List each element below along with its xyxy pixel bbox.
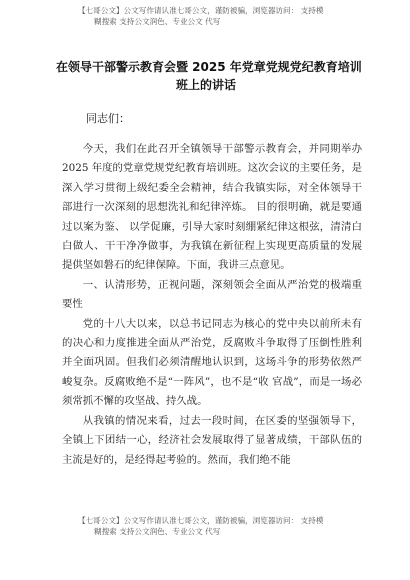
title-line-2: 班上的讲话 xyxy=(175,78,236,92)
footer-note-line2: 糊搜索 支持公文润色、专业公文 代写 xyxy=(94,527,221,536)
title-line-1: 在领导干部警示教育会暨 2025 年党章党规党纪教育培训 xyxy=(56,60,362,74)
paragraph-intro: 今天，我们在此召开全镇领导干部警示教育会，并同期举办 2025 年度的党章党规党纪教育培训班。这次会议的主要任务，是深入学习贯彻上级纪委全会精神，结合我镇实际，对全体领导干部进行一次深刻的思想洗礼和纪律淬炼。 目的很明确，就是要通过以案为鉴、 以学促廉，引导大家时刻绷紧纪律这根弦，清清白白做人、干干净净做事，为我镇在新征程上实现更高质量的发展提供坚如磐石的纪律保障。下面，我讲三点意见。 xyxy=(62,143,362,272)
document-body xyxy=(62,140,362,470)
bottom-footer-note xyxy=(78,515,378,537)
salutation: 同志们： xyxy=(86,112,130,125)
paragraph-situation: 党的十八大以来，以总书记同志为核心的党中央以前所未有的决心和力度推进全面从严治党，反腐败斗争取得了压倒性胜利并全面巩固。但我们必须清醒地认识到，这场斗争的形势依然严峻复杂。反腐败绝不是“一阵风”，也不是“收 官战”，而是一场必须常抓不懈的攻坚战、持久战。 xyxy=(62,317,362,408)
paragraph-local: 从我镇的情况来看，过去一段时间，在区委的坚强领导下，全镇上下团结一心，经济社会发展取得了显著成绩，干部队伍的主流是好的，是经得起考验的。然而，我们绝不能 xyxy=(62,414,362,466)
header-note-line1: 【七哥公文】公文写作请认准七哥公文，谨防被骗，浏览器访问： 支持模 xyxy=(78,6,324,15)
section-heading-1: 一、认清形势，正视问题，深刻领会全面从严治党的极端重要性 xyxy=(62,278,362,311)
header-note-line2: 糊搜索 支持公文润色、专业公文 代写 xyxy=(94,17,221,26)
footer-note-line1: 【七哥公文】公文写作请认准七哥公文，谨防被骗，浏览器访问： 支持模 xyxy=(78,516,324,525)
top-header-note xyxy=(78,5,378,27)
document-title xyxy=(56,58,362,94)
